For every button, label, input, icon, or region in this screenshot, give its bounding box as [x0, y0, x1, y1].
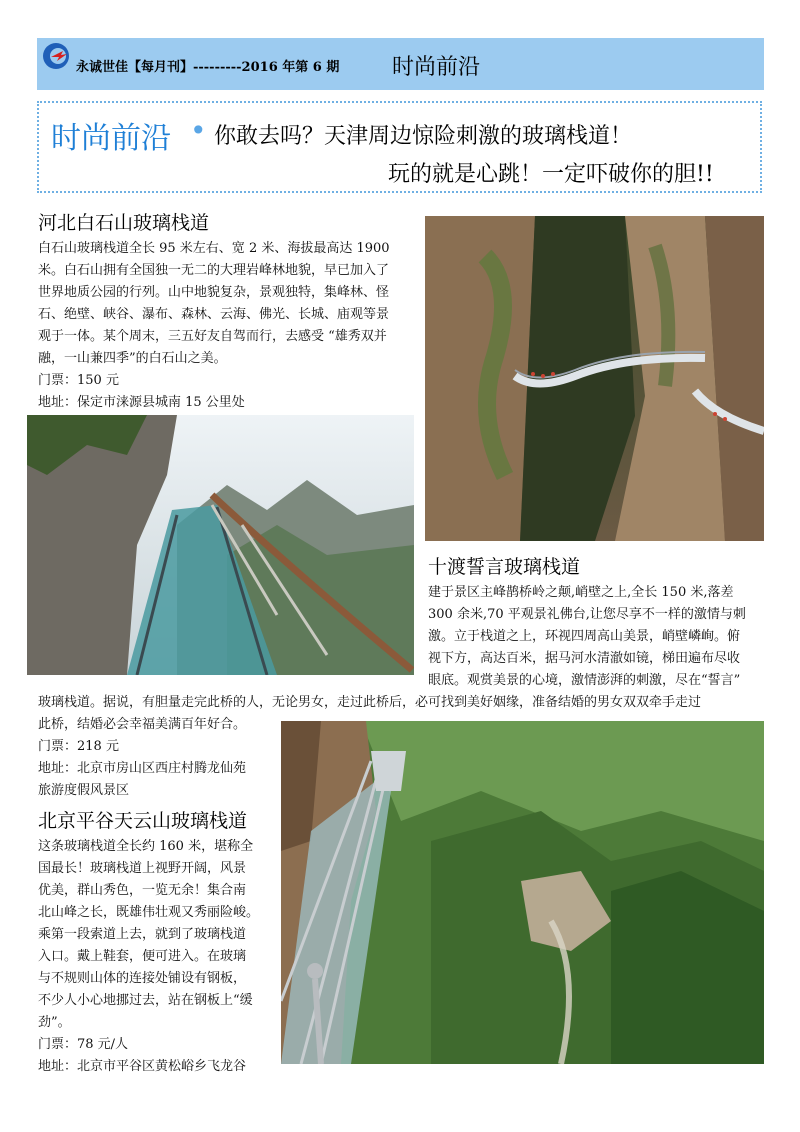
header-section-title: 时尚前沿 [392, 55, 481, 80]
photo-cliff-glass-walkway [425, 216, 764, 541]
section2-info [38, 736, 278, 802]
section2-line: 视下方，高达百米，据马河水清澈如镜，梯田遍布尽收 [428, 651, 741, 666]
headline-line2: 玩的就是心跳！一定吓破你的胆!! [388, 162, 714, 187]
section2-line: 眼底。观赏美景的心境，激情澎湃的刺激，尽在“誓言” [428, 673, 741, 688]
section3-line: 国最长！玻璃栈道上视野开阔，风景 [38, 861, 247, 876]
section3-line: 乘第一段索道上去，就到了玻璃栈道 [38, 927, 247, 942]
section1-line: 融，一山兼四季”的白石山之美。 [38, 351, 227, 366]
section3-heading: 北京平谷天云山玻璃栈道 [38, 810, 248, 832]
section2-address: 地址：北京市房山区西庄村腾龙仙苑 [38, 761, 247, 776]
section1-line: 米。白石山拥有全国独一无二的大理岩峰林地貌，早已加入了 [38, 263, 390, 278]
section2-address-cont: 旅游度假风景区 [38, 783, 130, 798]
publication-info: 永诚世佳【每月刊】---------2016 年第 6 期 [76, 60, 340, 75]
section1-line: 世界地质公园的行列。山中地貌复杂，景观独特，集峰林、怪 [38, 285, 390, 300]
section1-heading: 河北白石山玻璃栈道 [38, 212, 210, 234]
section2-line: 激。立于栈道之上，环视四周高山美景，峭壁嶙峋。俯 [428, 629, 741, 644]
section3-ticket: 门票：78 元/人 [38, 1037, 129, 1052]
section1-address: 地址：保定市涞源县城南 15 公里处 [38, 395, 245, 410]
section2-ticket: 门票：218 元 [38, 739, 119, 754]
section2-line: 300 余米,70 平观景礼佛台,让您尽享不一样的激情与刺 [428, 607, 746, 622]
section3-line: 与不规则山体的连接处铺设有钢板， [38, 971, 247, 986]
photo-tianyunshan-glass-walkway [281, 721, 764, 1064]
section2-wide-line: 此桥，结婚必会幸福美满百年好合。 [38, 717, 247, 732]
section1-line: 观于一体。某个周末，三五好友自驾而行，去感受 “雄秀双并 [38, 329, 387, 344]
section3-line: 优美，群山秀色，一览无余！集合南 [38, 883, 247, 898]
section2-wide-line: 玻璃栈道。据说，有胆量走完此桥的人，无论男女，走过此桥后，必可找到美好姻缘，准备结婚的男女双双牵手走过 [38, 695, 702, 710]
section1-ticket: 门票：150 元 [38, 373, 119, 388]
headline-line1: 你敢去吗？天津周边惊险刺激的玻璃栈道！ [214, 124, 633, 149]
section3-address: 地址：北京市平谷区黄松峪乡飞龙谷 [38, 1059, 247, 1074]
section2-heading: 十渡誓言玻璃栈道 [428, 556, 581, 578]
section1-line: 石、绝壁、峡谷、瀑布、森林、云海、佛光、长城、庙观等景 [38, 307, 390, 322]
section3-line: 入口。戴上鞋套，便可进入。在玻璃 [38, 949, 247, 964]
company-logo [41, 41, 71, 71]
section3-line: 这条玻璃栈道全长约 160 米，堪称全 [38, 839, 254, 854]
section3-line: 不少人小心地挪过去，站在钢板上“缓 [38, 993, 253, 1008]
section3-body [38, 836, 278, 1078]
section3-line: 劲”。 [38, 1015, 71, 1030]
title-label: 时尚前沿 [51, 121, 171, 156]
section1-line: 白石山玻璃栈道全长 95 米左右、宽 2 米、海拔最高达 1900 [38, 241, 390, 256]
section2-line: 建于景区主峰鹊桥岭之颠,峭壁之上,全长 150 米,落差 [428, 585, 734, 600]
section1-body [38, 238, 414, 414]
bullet-dot-icon: • [190, 114, 207, 147]
section2-body [428, 582, 764, 692]
section3-line: 北山峰之长，既雄伟壮观又秀丽险峻。 [38, 905, 260, 920]
photo-baishishan-glass-walkway [27, 415, 414, 675]
